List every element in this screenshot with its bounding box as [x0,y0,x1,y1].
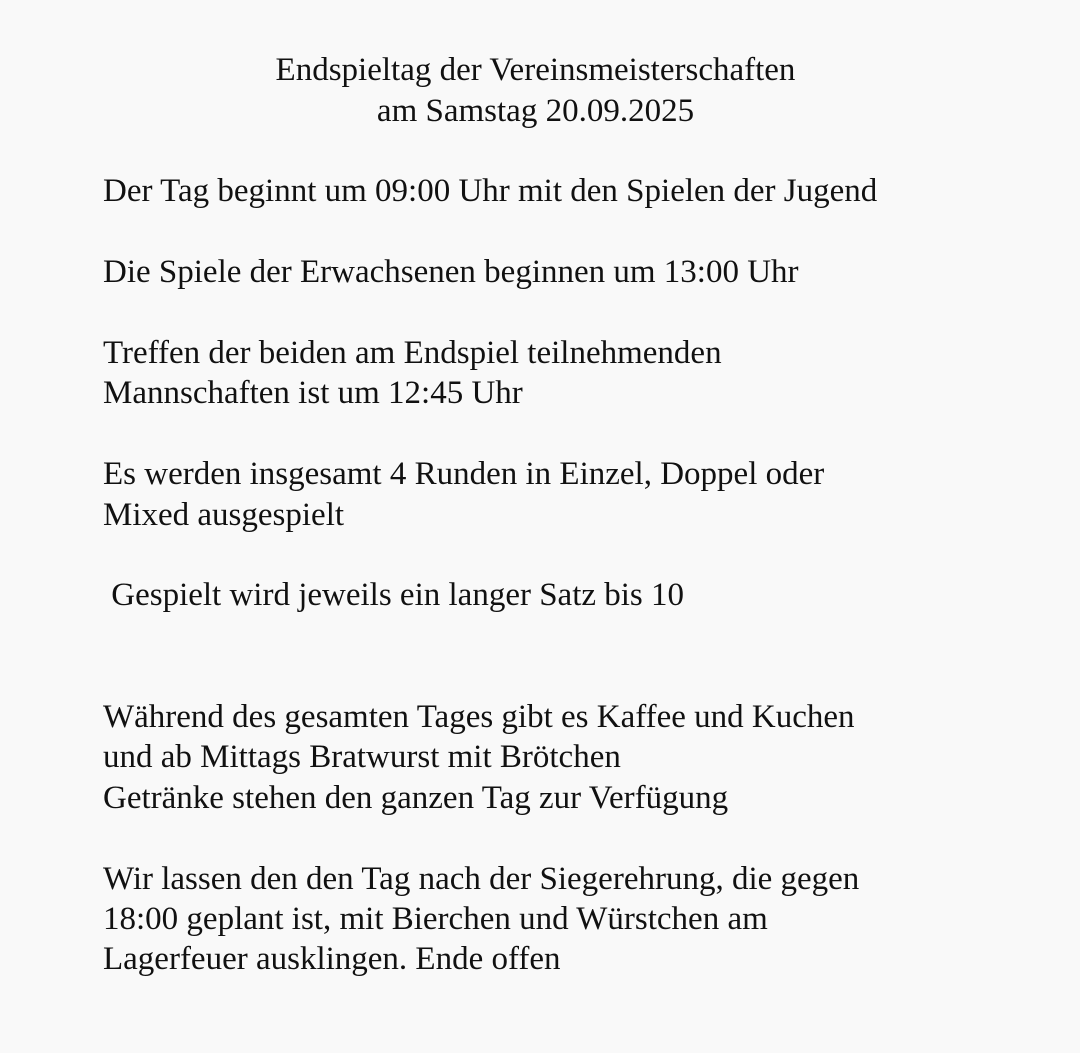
closing-paragraph-line-2: 18:00 geplant ist, mit Bierchen und Würstchen am [103,901,768,937]
set-rule-paragraph: Gespielt wird jeweils ein langer Satz bis 10 [103,577,685,613]
meeting-paragraph-line-1: Treffen der beiden am Endspiel teilnehmenden [103,335,722,371]
adults-start-paragraph: Die Spiele der Erwachsenen beginnen um 13:00 Uhr [103,254,799,290]
closing-paragraph-line-1: Wir lassen den den Tag nach der Siegerehrung, die gegen [103,861,860,897]
catering-paragraph-line-1: Während des gesamten Tages gibt es Kaffee und Kuchen [103,699,855,735]
page-title [0,50,1071,131]
meeting-paragraph-line-2: Mannschaften ist um 12:45 Uhr [103,375,523,411]
title-line-1: Endspieltag der Vereinsmeisterschaften [275,52,796,88]
catering-paragraph-line-3: Getränke stehen den ganzen Tag zur Verfügung [103,780,729,816]
catering-paragraph-line-2: und ab Mittags Bratwurst mit Brötchen [103,739,621,775]
rounds-paragraph-line-2: Mixed ausgespielt [103,497,345,533]
rounds-paragraph-line-1: Es werden insgesamt 4 Runden in Einzel, Doppel oder [103,456,825,492]
youth-start-paragraph: Der Tag beginnt um 09:00 Uhr mit den Spielen der Jugend [103,173,878,209]
title-line-2: am Samstag 20.09.2025 [376,92,695,129]
closing-paragraph-line-3: Lagerfeuer ausklingen. Ende offen [103,941,561,977]
